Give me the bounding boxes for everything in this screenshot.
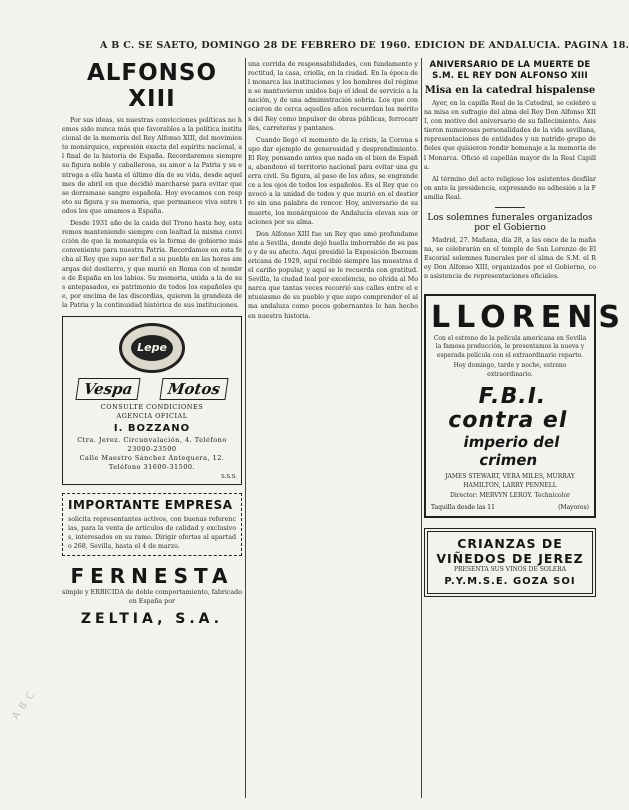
advertisement-lepe [62,316,242,485]
film-cast: JAMES STEWART, VERA MILES, MURRAY HAMILTON, LARRY PENNELL [445,473,575,489]
column-rule-2 [421,58,422,798]
ad-line-2: AGENCIA OFICIAL [116,411,188,420]
film-info-row [431,504,589,511]
film-title-1: F.B.I. contra el [446,384,570,433]
film-title-2: imperio del crimen [462,433,562,469]
brand-right: Motos [159,378,228,400]
llorens-title: LLORENS [431,299,626,335]
middle-paragraph-3: Don Alfonso XIII fue un Rey que amó profundamente a Sevilla, donde dejó huella imborrable de su paso y de su afecto. Aquí presidió la Exposición Iberoamericana de 1929, aquí recibió siempre las muestras del cariño popular, y aquí se le recuerda con gratitud. Sevilla, la ciudad leal por excelencia, no olvida al Monarca que tantas veces recorrió sus calles entre el entusiasmo de su pueblo y que supo comprender el alma andaluza como pocos gobernantes lo han hecho en nuestra historia. [248,230,418,320]
brand-left: Vespa [76,378,142,400]
middle-paragraph-1: una corrida de responsabilidades, con fundamento y rectitud, la casa, criolla, en la ciudad. En la época del monarca las instituciones y los hombres del régimen se mantuvieron unidos bajo el ideal de servicio a la nación, y de una administración sobria. Los que conocieron de cerca aquellos años recuerdan los méritos del Rey como impulsor de obras públicas, ferrocarriles, carreteras y pantanos. [248,61,418,132]
column-left [62,60,242,800]
column-rule-1 [245,58,246,798]
article-title-alfonso: ALFONSO XIII [86,60,218,112]
column-middle [248,60,418,800]
advertisement-llorens [424,294,626,518]
advertisement-importante [62,493,242,556]
lepe-logo [119,323,185,373]
article-paragraph-2: Desde 1931 año de la caída del Trono hasta hoy, estaremos manteniendo siempre con lealtad la misma convicción de que la monarquía es la forma de gobierno más conveniente para nuestra Patria. Recordamos en esta fecha al Rey que supo ser fiel a su pueblo en las horas amargas del destierro, y que murió en Roma con el nombre de España en los labios. Su memoria, unida a la de sus antepasados, es patrimonio de todos los españoles que, por encima de las discordias, quieren la grandeza de la Patria y la continuidad histórica de sus instituciones. [62,220,242,309]
advertisement-crianzas [424,528,596,598]
crianzas-sub: PRESENTA SUS VINOS DE SOLERA [453,565,566,573]
crianzas-title: CRIANZAS DE VIÑEDOS DE JEREZ [436,535,584,566]
misa-subheading: Misa en la catedral hispalense [424,85,596,96]
aniversario-heading: ANIVERSARIO DE LA MUERTE DE S.M. EL REY DON ALFONSO XIII [429,60,591,81]
article-paragraph-1: Por sus ideas, su nuestras convicciones políticas no hemos sido nunca más que favorables a la política institucional de la memoria del Rey Alfonso XIII, del movimiento monárquico, expresión exacta del espíritu nacional, al final de la historia de España. Recordaremos siempre su figura noble y caballerosa, su amor a la Patria y su entrega a ella hasta el último día de su vida, desde aquel mes de abril en que decidió marcharse para evitar que se derramase sangre española. Hoy evocamos con respeto su figura y su memoria, que permanece viva entre todos los que amamos a España. [62,117,242,215]
ad-agent-name: I. BOZZANO [113,422,191,434]
llorens-body: Con el estreno de la película americana en Sevilla la famosa producción, le presentamos la nueva y esperada película con el extraordinario reparto. [433,334,587,359]
ad-address-2: Calle Maestro Sánchez Antequera, 12. Teléfono 31600-31500. [79,453,225,471]
misa-paragraph-2: Al término del acto religioso los asistentes desfilaron ante la presidencia, expresando su adhesión a la Familia Real. [424,175,596,201]
misa-paragraph-1: Ayer, en la capilla Real de la Catedral, se celebró una misa en sufragio del alma del Rey Don Alfonso XIII, con motivo del aniversario de su fallecimiento. Asistieron numerosas personalidades de la vida sevillana, representaciones de entidades y un nutrido grupo de fieles que quisieron rendir homenaje a la memoria del Monarca. Ofició el capellán mayor de la Real Capilla. [424,100,596,171]
fernesta-line: simple y ERBICIDA de doble comportamiento, fabricado en España por [62,589,242,606]
brand-row [67,378,237,400]
lepe-logo-text: Lepe [131,335,173,361]
column-right [424,60,626,800]
funerales-paragraph: Madrid, 27. Mañana, día 28, a las once de la mañana, se celebrarán en el templo de San Lorenzo de El Escorial solemnes funerales por el alma de S.M. el Rey Don Alfonso XIII, organizados por el Gobierno, con asistencia de representaciones oficiales. [424,237,596,281]
ad-stamp: S.S.S. [221,473,237,480]
middle-paragraph-2: Cuando llegó el momento de la crisis, la Corona supo dar ejemplo de generosidad y desprendimiento. El Rey, pensando antes que nada en el bien de España, abandonó el territorio nacional para evitar una guerra civil. Su figura, al paso de los años, se engrandece a los ojos de todos los españoles. Es el Rey que convocó a la unidad de todos y que murió en el destierro sin una palabra de rencor. Hoy, aniversario de su muerte, los monárquicos de Andalucía elevan sus oraciones por su alma. [248,136,418,226]
importante-body: solicita representantes activos, con buenas referencias, para la venta de artículos de calidad y exclusivos, interesados en su ramo. Dirigir ofertas al apartado 268, Sevilla, hasta el 4 de marzo. [68,515,236,551]
llorens-note: Hoy domingo, tarde y noche, estreno extraordinario. [453,362,567,378]
taquilla-text: Taquilla desde las 11 [431,503,495,511]
section-divider [495,207,525,208]
archive-watermark: A B C [10,689,38,722]
funerales-subheading: Los solemnes funerales organizados por el Gobierno [427,213,593,234]
page-header: A B C. SE SAETO, DOMINGO 28 DE FEBRERO DE 1960. EDICION DE ANDALUCIA. PAGINA 18. [100,40,629,51]
film-director: Director: MERVYN LEROY. Technicolor [450,492,570,499]
ad-address-1: Ctra. Jerez. Circunvalación, 4. Teléfono 23000-23500 [77,435,227,453]
fernesta-title: FERNESTA [70,564,234,589]
zeltia-company: ZELTIA, S.A. [80,610,224,627]
ad-line-1: CONSULTE CONDICIONES [100,402,204,411]
crianzas-brand: P.Y.M.S.E. GOZA SOI [444,576,576,587]
importante-title: IMPORTANTE EMPRESA [68,497,233,512]
mayores-text: (Mayores) [558,503,589,511]
